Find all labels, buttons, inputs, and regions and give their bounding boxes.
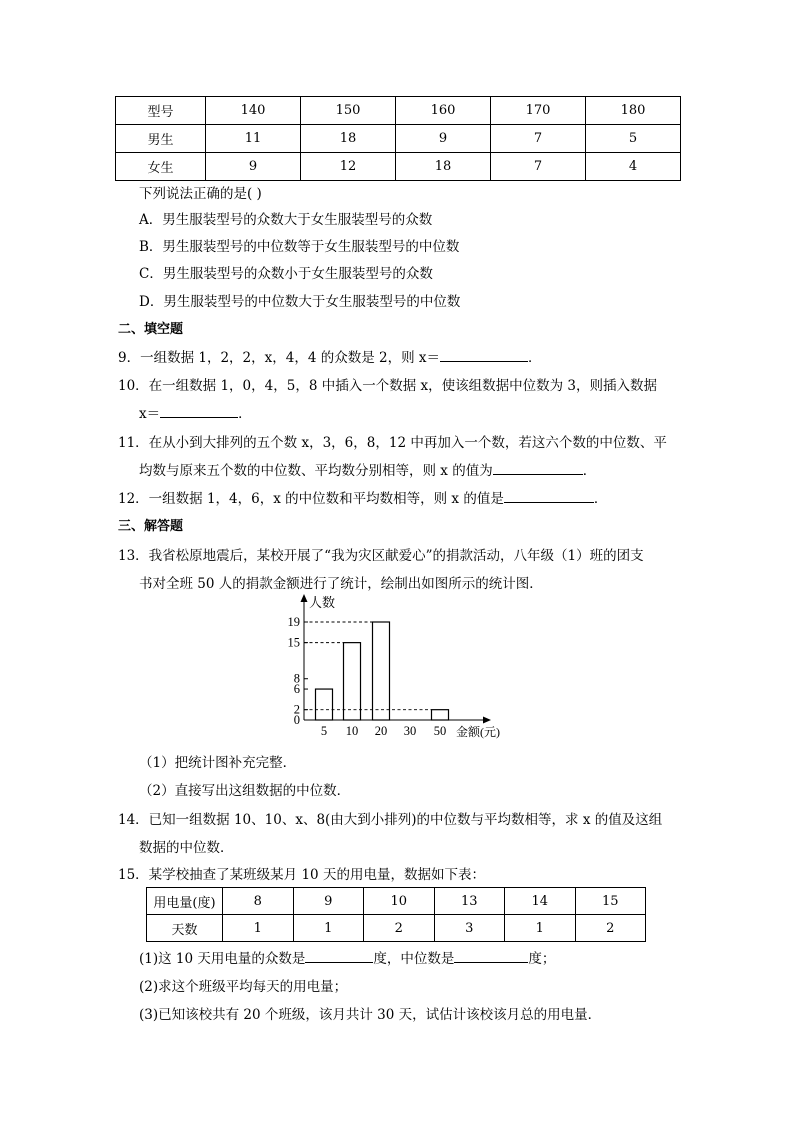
q15-sub1 (139, 947, 555, 967)
size-table-cell: 4 (586, 153, 681, 181)
size-table-row (116, 125, 681, 153)
q9-answer-blank (440, 349, 528, 362)
q10-line2 (139, 402, 252, 422)
section-solve-heading: 三、解答题 (118, 519, 184, 534)
size-table-cell: 9 (206, 153, 301, 181)
q15-sub1-median: 度，中位数是 (373, 951, 455, 967)
size-table-cell: 5 (586, 125, 681, 153)
q8-option-d: D．男生服装型号的中位数大于女生服装型号的中位数 (139, 294, 461, 310)
q8-option-b: B．男生服装型号的中位数等于女生服装型号的中位数 (139, 239, 460, 255)
q10-x-eq: x＝ (139, 406, 161, 422)
clothing-size-table (115, 96, 681, 181)
usage-table-cell: 13 (434, 888, 505, 915)
q10-answer-blank (160, 405, 238, 418)
usage-table-cell: 用电量(度) (147, 888, 223, 915)
bar (316, 689, 333, 720)
usage-table-cell: 8 (223, 888, 294, 915)
usage-table-cell: 10 (364, 888, 435, 915)
q15-sub1-end: 度； (528, 951, 556, 967)
q12-answer-blank (504, 490, 594, 503)
q13-line2: 书对全班 50 人的捐款金额进行了统计，绘制出如图所示的统计图． (139, 576, 543, 592)
q10-line1: 10．在一组数据 1，0，4，5，8 中插入一个数据 x，使该组数据中位数为 3，则插入数据 (118, 378, 657, 394)
electricity-usage-table (146, 887, 646, 942)
usage-table-cell: 3 (434, 915, 505, 942)
q12-text: 12．一组数据 1，4，6，x 的中位数和平均数相等，则 x 的值是 (118, 491, 504, 507)
q15-median-blank (454, 950, 528, 963)
size-table-cell: 18 (301, 125, 396, 153)
size-table-row (116, 153, 681, 181)
x-tick-label: 30 (403, 724, 417, 738)
y-tick-label: 2 (293, 702, 300, 717)
q10-end: ． (238, 406, 252, 422)
y-axis-label: 人数 (309, 595, 336, 610)
q12 (118, 487, 607, 507)
bar (373, 622, 390, 720)
size-table-cell: 7 (491, 153, 586, 181)
size-table-cell: 150 (301, 97, 396, 125)
section-fill-blank-heading: 二、填空题 (118, 322, 184, 337)
q15-sub3: (3)已知该校共有 20 个班级，该月共计 30 天，试估计该校该月总的用电量． (139, 1007, 602, 1023)
q13-sub1: （1）把统计图补充完整． (139, 755, 297, 771)
size-table-row (116, 97, 681, 125)
q9-text: 9．一组数据 1，2，2，x，4，4 的众数是 2，则 x＝ (118, 350, 441, 366)
y-tick-label: 8 (293, 671, 300, 686)
usage-table-cell: 14 (505, 888, 576, 915)
size-table-cell: 型号 (116, 97, 206, 125)
y-tick-label: 0 (293, 713, 300, 727)
size-table-cell: 女生 (116, 153, 206, 181)
bar (432, 710, 449, 720)
q11-end: ． (582, 463, 597, 479)
usage-table-cell: 天数 (147, 915, 223, 942)
bar (344, 643, 361, 720)
q11-text: 均数与原来五个数的中位数、平均数分别相等，则 x 的值为 (139, 463, 493, 479)
q15-line1: 15．某学校抽查了某班级某月 10 天的用电量，数据如下表： (118, 867, 485, 883)
usage-table-cell: 15 (575, 888, 646, 915)
size-table-cell: 18 (396, 153, 491, 181)
size-table-cell: 11 (206, 125, 301, 153)
y-tick-label: 15 (287, 635, 300, 650)
x-tick-label: 10 (345, 724, 359, 738)
x-tick-label: 50 (433, 724, 447, 738)
x-tick-label: 5 (320, 724, 328, 738)
q15-sub1-mode: (1)这 10 天用电量的众数是 (139, 951, 306, 967)
y-axis-arrow (301, 594, 308, 602)
q13-line1: 13．我省松原地震后，某校开展了“我为灾区献爱心”的捐款活动，八年级（1）班的团支 (118, 548, 644, 564)
q9-end: ． (528, 350, 542, 366)
usage-table-cell: 1 (505, 915, 576, 942)
q15-mode-blank (305, 950, 373, 963)
usage-table-cell: 2 (364, 915, 435, 942)
q13-sub2: （2）直接写出这组数据的中位数． (139, 783, 351, 799)
usage-table-cell: 9 (293, 888, 364, 915)
q8-option-a: A．男生服装型号的众数大于女生服装型号的众数 (139, 212, 433, 228)
usage-table-cell: 2 (575, 915, 646, 942)
q8-prompt: 下列说法正确的是( ) (139, 186, 262, 202)
q14-line1: 14．已知一组数据 10、10、x、8(由大到小排列)的中位数与平均数相等，求 x 的值及这组 (118, 812, 663, 828)
usage-table-cell: 1 (223, 915, 294, 942)
size-table-cell: 12 (301, 153, 396, 181)
size-table-cell: 男生 (116, 125, 206, 153)
usage-table-cell: 1 (293, 915, 364, 942)
q9 (118, 346, 542, 366)
usage-table-row (147, 888, 646, 915)
size-table-cell: 160 (396, 97, 491, 125)
y-tick-label: 6 (293, 682, 300, 697)
size-table-cell: 140 (206, 97, 301, 125)
q12-end: ． (593, 491, 608, 507)
x-axis-label: 金额(元) (456, 725, 500, 739)
donation-bar-chart (278, 590, 518, 740)
q11-answer-blank (493, 462, 583, 475)
size-table-cell: 9 (396, 125, 491, 153)
q15-sub2: (2)求这个班级平均每天的用电量； (139, 979, 348, 995)
usage-table-row (147, 915, 646, 942)
y-tick-label: 19 (287, 615, 300, 629)
q11-line1: 11．在从小到大排列的五个数 x，3，6，8，12 中再加入一个数，若这六个数的中位数、平 (118, 435, 667, 451)
q14-line2: 数据的中位数． (139, 840, 234, 856)
x-tick-label: 20 (374, 724, 388, 738)
size-table-cell: 170 (491, 97, 586, 125)
q8-option-c: C．男生服装型号的众数小于女生服装型号的众数 (139, 266, 433, 282)
size-table-cell: 180 (586, 97, 681, 125)
size-table-cell: 7 (491, 125, 586, 153)
x-axis-arrow (483, 717, 491, 724)
q11-line2 (139, 459, 596, 479)
